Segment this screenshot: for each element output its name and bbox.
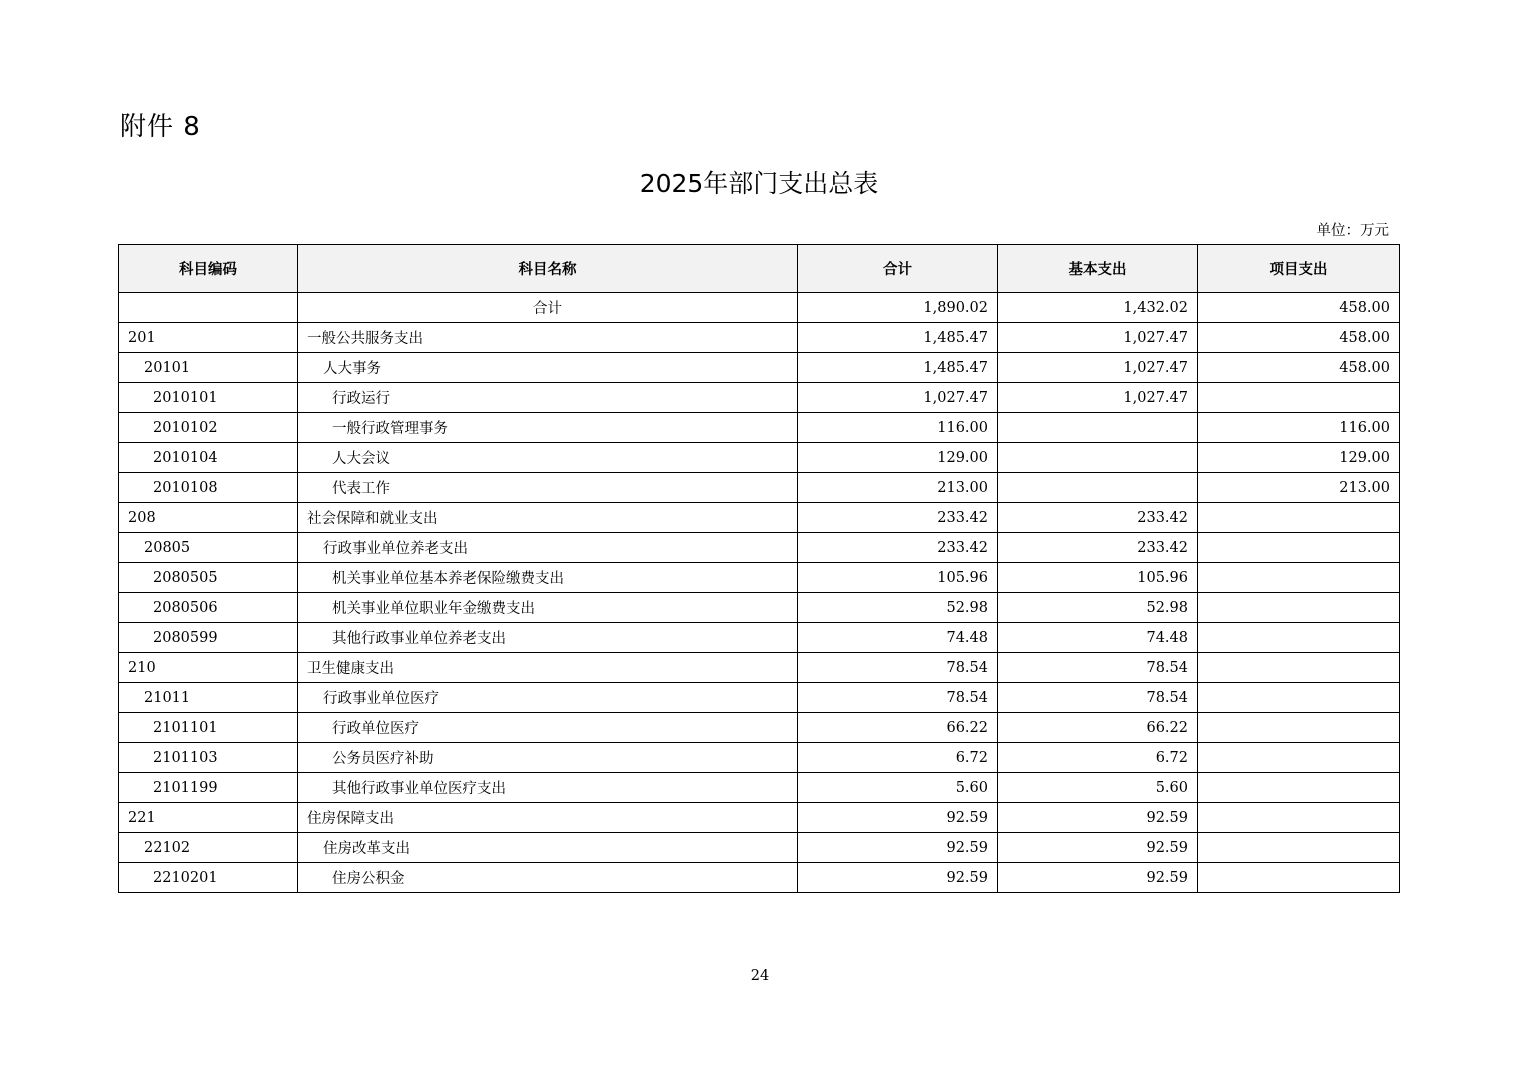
total-basic: 1,432.02: [998, 293, 1198, 323]
cell-total: 66.22: [798, 713, 998, 743]
cell-code: 208: [119, 503, 298, 533]
header-code: 科目编码: [119, 245, 298, 293]
cell-basic: 233.42: [998, 533, 1198, 563]
cell-total: 92.59: [798, 803, 998, 833]
cell-name: 卫生健康支出: [298, 653, 798, 683]
cell-total: 5.60: [798, 773, 998, 803]
cell-total: 1,485.47: [798, 323, 998, 353]
cell-project: 129.00: [1198, 443, 1400, 473]
cell-project: [1198, 563, 1400, 593]
cell-code: 2101103: [119, 743, 298, 773]
cell-name: 住房保障支出: [298, 803, 798, 833]
cell-total: 78.54: [798, 653, 998, 683]
cell-code: 2010102: [119, 413, 298, 443]
table-row: [119, 323, 1400, 353]
cell-name: 公务员医疗补助: [298, 743, 798, 773]
cell-project: 458.00: [1198, 323, 1400, 353]
cell-total: 233.42: [798, 533, 998, 563]
cell-basic: 78.54: [998, 653, 1198, 683]
table-row: [119, 833, 1400, 863]
cell-basic: [998, 473, 1198, 503]
cell-code: 20805: [119, 533, 298, 563]
cell-total: 6.72: [798, 743, 998, 773]
cell-name: 住房改革支出: [298, 833, 798, 863]
cell-project: 213.00: [1198, 473, 1400, 503]
cell-project: [1198, 593, 1400, 623]
cell-project: [1198, 653, 1400, 683]
table-row: [119, 653, 1400, 683]
cell-basic: 233.42: [998, 503, 1198, 533]
table-row: [119, 863, 1400, 893]
cell-project: [1198, 503, 1400, 533]
table-row: [119, 743, 1400, 773]
table-row: [119, 593, 1400, 623]
cell-total: 74.48: [798, 623, 998, 653]
cell-basic: 74.48: [998, 623, 1198, 653]
cell-basic: 52.98: [998, 593, 1198, 623]
cell-name: 其他行政事业单位医疗支出: [298, 773, 798, 803]
table-row: [119, 563, 1400, 593]
cell-basic: 92.59: [998, 803, 1198, 833]
table-row: [119, 683, 1400, 713]
cell-project: [1198, 833, 1400, 863]
cell-total: 1,485.47: [798, 353, 998, 383]
total-total: 1,890.02: [798, 293, 998, 323]
cell-project: [1198, 383, 1400, 413]
cell-code: 20101: [119, 353, 298, 383]
cell-code: 2210201: [119, 863, 298, 893]
cell-basic: 66.22: [998, 713, 1198, 743]
cell-total: 52.98: [798, 593, 998, 623]
cell-total: 92.59: [798, 833, 998, 863]
header-total: 合计: [798, 245, 998, 293]
cell-total: 105.96: [798, 563, 998, 593]
cell-project: [1198, 713, 1400, 743]
cell-code: 2080505: [119, 563, 298, 593]
table-row: [119, 623, 1400, 653]
cell-name: 机关事业单位基本养老保险缴费支出: [298, 563, 798, 593]
cell-basic: 6.72: [998, 743, 1198, 773]
cell-total: 116.00: [798, 413, 998, 443]
total-name: 合计: [298, 293, 798, 323]
cell-basic: 1,027.47: [998, 323, 1198, 353]
cell-code: 210: [119, 653, 298, 683]
cell-basic: 105.96: [998, 563, 1198, 593]
cell-code: 2010108: [119, 473, 298, 503]
cell-project: 116.00: [1198, 413, 1400, 443]
header-name: 科目名称: [298, 245, 798, 293]
table-row: [119, 473, 1400, 503]
cell-name: 一般行政管理事务: [298, 413, 798, 443]
cell-name: 行政运行: [298, 383, 798, 413]
cell-code: 221: [119, 803, 298, 833]
document-title: 2025年部门支出总表: [639, 169, 879, 198]
cell-name: 行政单位医疗: [298, 713, 798, 743]
cell-total: 1,027.47: [798, 383, 998, 413]
table-row: [119, 773, 1400, 803]
page-number: 24: [750, 968, 770, 984]
table-row: [119, 383, 1400, 413]
cell-basic: 1,027.47: [998, 353, 1198, 383]
cell-code: 2080506: [119, 593, 298, 623]
table-header-row: [119, 245, 1400, 293]
cell-code: 2080599: [119, 623, 298, 653]
cell-project: [1198, 623, 1400, 653]
table-row: [119, 353, 1400, 383]
cell-name: 行政事业单位养老支出: [298, 533, 798, 563]
cell-project: [1198, 773, 1400, 803]
cell-basic: 5.60: [998, 773, 1198, 803]
cell-name: 人大事务: [298, 353, 798, 383]
cell-code: 2010104: [119, 443, 298, 473]
unit-label: 单位：万元: [1316, 223, 1389, 239]
cell-code: 201: [119, 323, 298, 353]
cell-basic: [998, 413, 1198, 443]
cell-name: 行政事业单位医疗: [298, 683, 798, 713]
cell-project: [1198, 803, 1400, 833]
cell-name: 社会保障和就业支出: [298, 503, 798, 533]
table-row: [119, 443, 1400, 473]
cell-code: 21011: [119, 683, 298, 713]
expenditure-table: [118, 244, 1400, 893]
attachment-label: 附件 8: [120, 112, 201, 142]
cell-name: 住房公积金: [298, 863, 798, 893]
total-code: [119, 293, 298, 323]
cell-total: 129.00: [798, 443, 998, 473]
cell-basic: 92.59: [998, 833, 1198, 863]
cell-name: 代表工作: [298, 473, 798, 503]
table-row: [119, 803, 1400, 833]
header-project: 项目支出: [1198, 245, 1400, 293]
cell-code: 2010101: [119, 383, 298, 413]
cell-basic: 78.54: [998, 683, 1198, 713]
table-row: [119, 503, 1400, 533]
cell-total: 233.42: [798, 503, 998, 533]
cell-total: 92.59: [798, 863, 998, 893]
cell-code: 2101199: [119, 773, 298, 803]
table-row: [119, 413, 1400, 443]
table-row: [119, 713, 1400, 743]
cell-code: 22102: [119, 833, 298, 863]
cell-total: 78.54: [798, 683, 998, 713]
cell-project: 458.00: [1198, 353, 1400, 383]
cell-name: 其他行政事业单位养老支出: [298, 623, 798, 653]
cell-basic: 1,027.47: [998, 383, 1198, 413]
total-project: 458.00: [1198, 293, 1400, 323]
cell-name: 人大会议: [298, 443, 798, 473]
cell-total: 213.00: [798, 473, 998, 503]
total-row: [119, 293, 1400, 323]
cell-project: [1198, 533, 1400, 563]
cell-basic: 92.59: [998, 863, 1198, 893]
header-basic: 基本支出: [998, 245, 1198, 293]
cell-code: 2101101: [119, 713, 298, 743]
cell-project: [1198, 683, 1400, 713]
table-row: [119, 533, 1400, 563]
cell-project: [1198, 743, 1400, 773]
cell-basic: [998, 443, 1198, 473]
cell-name: 机关事业单位职业年金缴费支出: [298, 593, 798, 623]
cell-project: [1198, 863, 1400, 893]
cell-name: 一般公共服务支出: [298, 323, 798, 353]
